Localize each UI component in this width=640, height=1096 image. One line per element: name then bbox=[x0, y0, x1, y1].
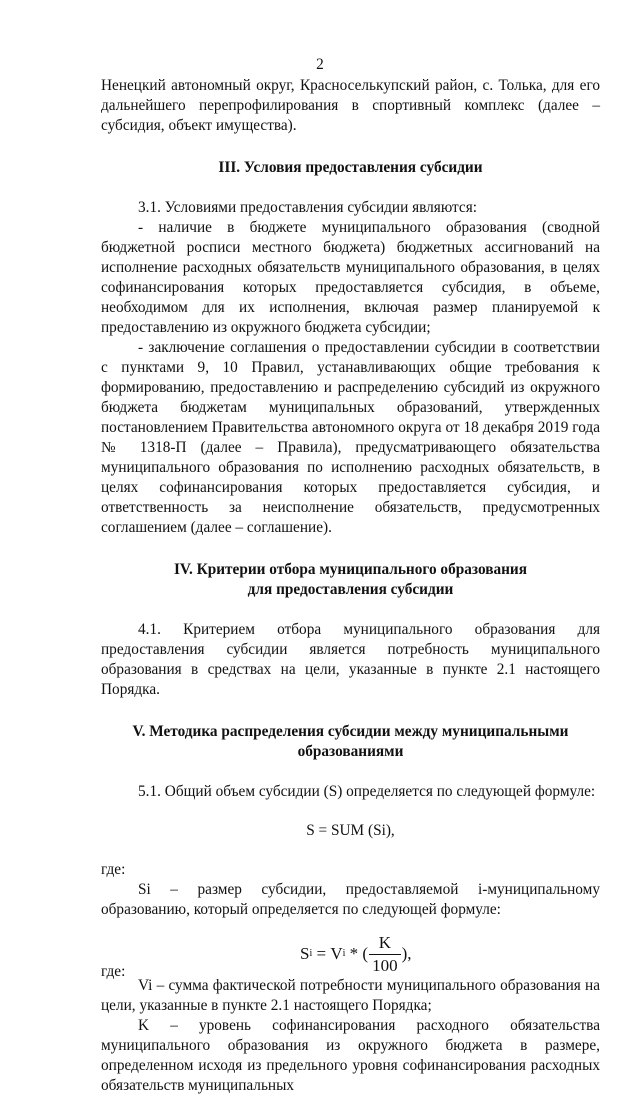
formula-total-subsidy: S = SUM (Si), bbox=[306, 822, 395, 839]
section-5-paragraph-4: K – уровень софинансирования расходного обязательства муниципального образования из окружного бюджета в размере, определенном исходя из предельного уровня софинансирования расходных обязательств муниципальных bbox=[101, 1017, 600, 1094]
formula-symbol-s: S bbox=[300, 944, 310, 963]
section-4-heading-line-2: для предоставления субсидии bbox=[247, 581, 454, 598]
page-number: 2 bbox=[316, 56, 324, 73]
section-3-paragraph-1: 3.1. Условиями предоставления субсидии являются: bbox=[138, 199, 478, 216]
formula-subsidy-size bbox=[101, 932, 600, 980]
section-5-heading bbox=[101, 722, 600, 762]
section-5-paragraph-3: Vi – сумма фактической потребности муниципального образования на цели, указанные в пункте 2.1 настоящего Порядка; bbox=[101, 977, 600, 1014]
where-label-2: где: bbox=[101, 963, 126, 980]
section-3-paragraph-3: - заключение соглашения о предоставлении субсидии в соответствии с пунктами 9, 10 Правил, устанавливающих общие требования к формированию, предоставлению и распределению субсидий из окружного бюджета бюджетам муниципальных образований, утвержденных постановлением Правительства автономного округа от 18 декабря 2019 года № 1318-П (далее – Правила), предусматривающего обязательства муниципального образования по исполнению расходных обязательств, в целях софинансирования которых предоставляется субсидия, и ответственность за неисполнение обязательств, предусмотренных соглашением (далее – соглашение). bbox=[101, 339, 600, 536]
formula-symbol-v: V bbox=[330, 944, 343, 963]
where-label-1: где: bbox=[101, 861, 126, 878]
formula-multiply-open: * ( bbox=[345, 944, 369, 963]
formula-numerator: K bbox=[378, 932, 391, 952]
section-4-heading-line-1: IV. Критерии отбора муниципального образования bbox=[173, 561, 528, 578]
formula-close: ), bbox=[401, 944, 412, 963]
formula-subscript-i: i bbox=[309, 948, 313, 959]
section-3-paragraph-2: - наличие в бюджете муниципального образования (сводной бюджетной росписи местного бюджета) бюджетных ассигнований на исполнение расходных обязательств муниципального образования, в целях софинансирования которых предоставляется субсидия, в объеме, необходимом для их исполнения, включая размер планируемой к предоставлению из окружного бюджета субсидии; bbox=[101, 219, 600, 336]
intro-paragraph: Ненецкий автономный округ, Красноселькупский район, с. Толька, для его дальнейшего перепрофилирования в спортивный комплекс (далее – субсидия, объект имущества). bbox=[101, 77, 600, 134]
formula-denominator: 100 bbox=[369, 954, 401, 976]
section-4-paragraph-1: 4.1. Критерием отбора муниципального образования для предоставления субсидии является потребность муниципального образования в средствах на цели, указанные в пункте 2.1 настоящего Порядка. bbox=[101, 621, 600, 698]
formula-subsidy-expression bbox=[300, 932, 412, 976]
section-3-heading: III. Условия предоставления субсидии bbox=[218, 159, 483, 176]
document-body bbox=[101, 76, 600, 1096]
section-5-heading-line-2: образованиями bbox=[297, 743, 404, 760]
section-5-heading-line-1: V. Методика распределения субсидии между муниципальными bbox=[132, 723, 569, 740]
section-5-paragraph-1: 5.1. Общий объем субсидии (S) определяется по следующей формуле: bbox=[138, 783, 596, 800]
formula-subscript-i-v: i bbox=[342, 948, 346, 959]
section-4-heading bbox=[101, 560, 600, 600]
section-5-paragraph-2: Si – размер субсидии, предоставляемой i-муниципальному образованию, который определяется по следующей формуле: bbox=[101, 881, 600, 918]
formula-fraction bbox=[369, 933, 401, 976]
formula-equals: = bbox=[312, 944, 331, 963]
